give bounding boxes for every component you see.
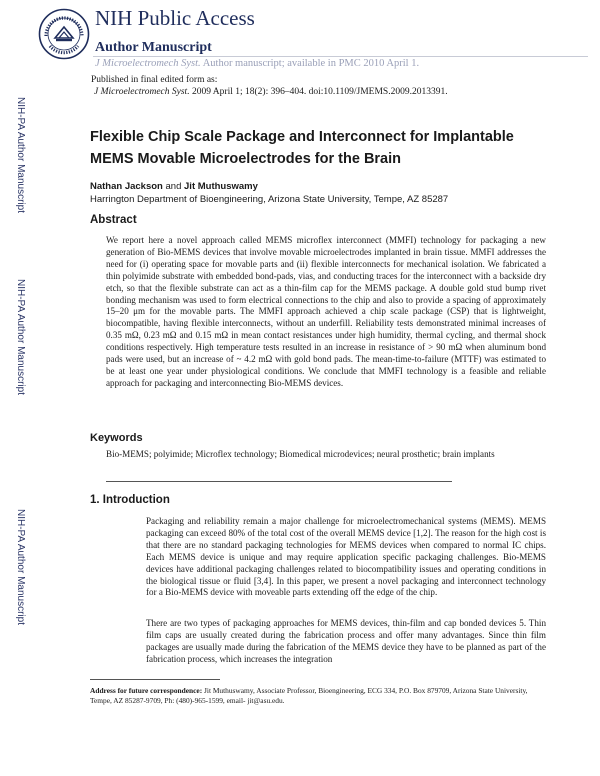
footnote-divider — [90, 679, 220, 680]
citation-details: 2009 April 1; 18(2): 396–404. doi:10.1109/JMEMS.2009.2013391. — [191, 87, 448, 97]
keywords-heading: Keywords — [90, 432, 143, 444]
correspondence-footnote — [90, 686, 535, 706]
publication-info — [91, 74, 448, 98]
citation-journal: J Microelectromech Syst. — [94, 87, 190, 97]
author-affiliation: Harrington Department of Bioengineering, Arizona State University, Tempe, AZ 85287 — [90, 194, 449, 205]
author-name: Nathan Jackson — [90, 181, 163, 192]
side-label-middle: NIH-PA Author Manuscript — [15, 279, 26, 395]
footnote-text: Jit Muthuswamy, Associate Professor, Bioengineering, ECG 334, P.O. Box 879709, Arizona State University, Tempe, AZ 85287-9709, Ph: (480)-965-1599, email- jit@asu.edu. — [90, 686, 528, 705]
introduction-paragraph: There are two types of packaging approaches for MEMS devices, thin-film and cap bonded devices 5. Thin film caps are usually created during the fabrication process and offer many advantages. Since thin film packages are usually made during the fabrication of the MEMS device they have to be planned as part of the fabrication process, which increases the integration — [146, 618, 546, 664]
published-label: Published in final edited form as: — [91, 75, 218, 85]
header-journal-line — [95, 58, 419, 69]
abstract-heading: Abstract — [90, 214, 137, 226]
nih-seal-logo — [38, 8, 90, 60]
keywords-text: Bio-MEMS; polyimide; Microflex technology; Biomedical microdevices; neural prosthetic; brain implants — [106, 449, 495, 459]
introduction-heading: 1. Introduction — [90, 494, 170, 506]
keywords-divider — [106, 481, 452, 482]
header-journal-abbrev: J Microelectromech Syst. — [95, 58, 201, 69]
side-label-top: NIH-PA Author Manuscript — [15, 97, 26, 213]
article-title: Flexible Chip Scale Package and Interconnect for Implantable MEMS Movable Microelectrodes for the Brain — [90, 129, 514, 167]
citation-line — [91, 86, 448, 98]
author-conjunction: and — [165, 181, 182, 192]
authors-line — [90, 181, 258, 192]
nih-public-access-title: NIH Public Access — [95, 6, 255, 30]
introduction-paragraph: Packaging and reliability remain a major challenge for microelectromechanical systems (MEMS). MEMS packaging can exceed 80% of the total cost of the overall MEMS device [1,2]. The reason for the high cost is that there are no standard packaging technologies for MEMS devices when compared to normal IC chips. Each MEMS device is unique and may require application specific packaging challenges. Bio-MEMS devices have additional packaging challenges related to biocompatibility issues and operating conditions in the biological tissue or fluid [3,4]. In this paper, we present a novel packaging and interconnect technology for a Bio-MEMS device with moveable parts extending off the edge of the chip. — [146, 516, 546, 598]
author-manuscript-label: Author Manuscript — [95, 40, 212, 55]
footnote-label: Address for future correspondence: — [90, 686, 203, 695]
header-divider — [93, 56, 588, 57]
abstract-text: We report here a novel approach called MEMS microflex interconnect (MMFI) technology for packaging a new generation of Bio-MEMS devices that involve movable microelectrodes implanted in brain tissue. MMFI addresses the need for (i) operating space for movable parts and (ii) flexible interconnects for mechanical isolation. We fabricated a thin polyimide substrate with embedded bond-pads, vias, and conducting traces for the interconnect with a backside dry etch, so that the flexible substrate can act as a thin-film cap for the MEMS package. A double gold stud bump rivet bonding mechanism was used to form electrical connections to the chip and also to provide a spacing of approximately 15–20 μm for the movable parts. The MMFI approach achieved a chip scale package (CSP) that is lightweight, biocompatible, having flexible interconnects, without an underfill. Reliability tests demonstrated minimal increases of 0.35 mΩ, 0.23 mΩ and 0.15 mΩ in mean contact resistances under high humidity, thermal cycling, and thermal shock conditions respectively. High temperature tests resulted in an increase in resistance of > 90 mΩ when aluminum bond pads were used, but an increase of ~ 4.2 mΩ with gold bond pads. The mean-time-to-failure (MTTF) was estimated to be at least one year under physiological conditions. We conclude that MMFI technology is a feasible and reliable approach for packaging and interconnecting Bio-MEMS devices. — [106, 235, 546, 388]
side-label-bottom: NIH-PA Author Manuscript — [15, 509, 26, 625]
header-availability: Author manuscript; available in PMC 2010 April 1. — [202, 58, 420, 69]
author-name: Jit Muthuswamy — [184, 181, 258, 192]
